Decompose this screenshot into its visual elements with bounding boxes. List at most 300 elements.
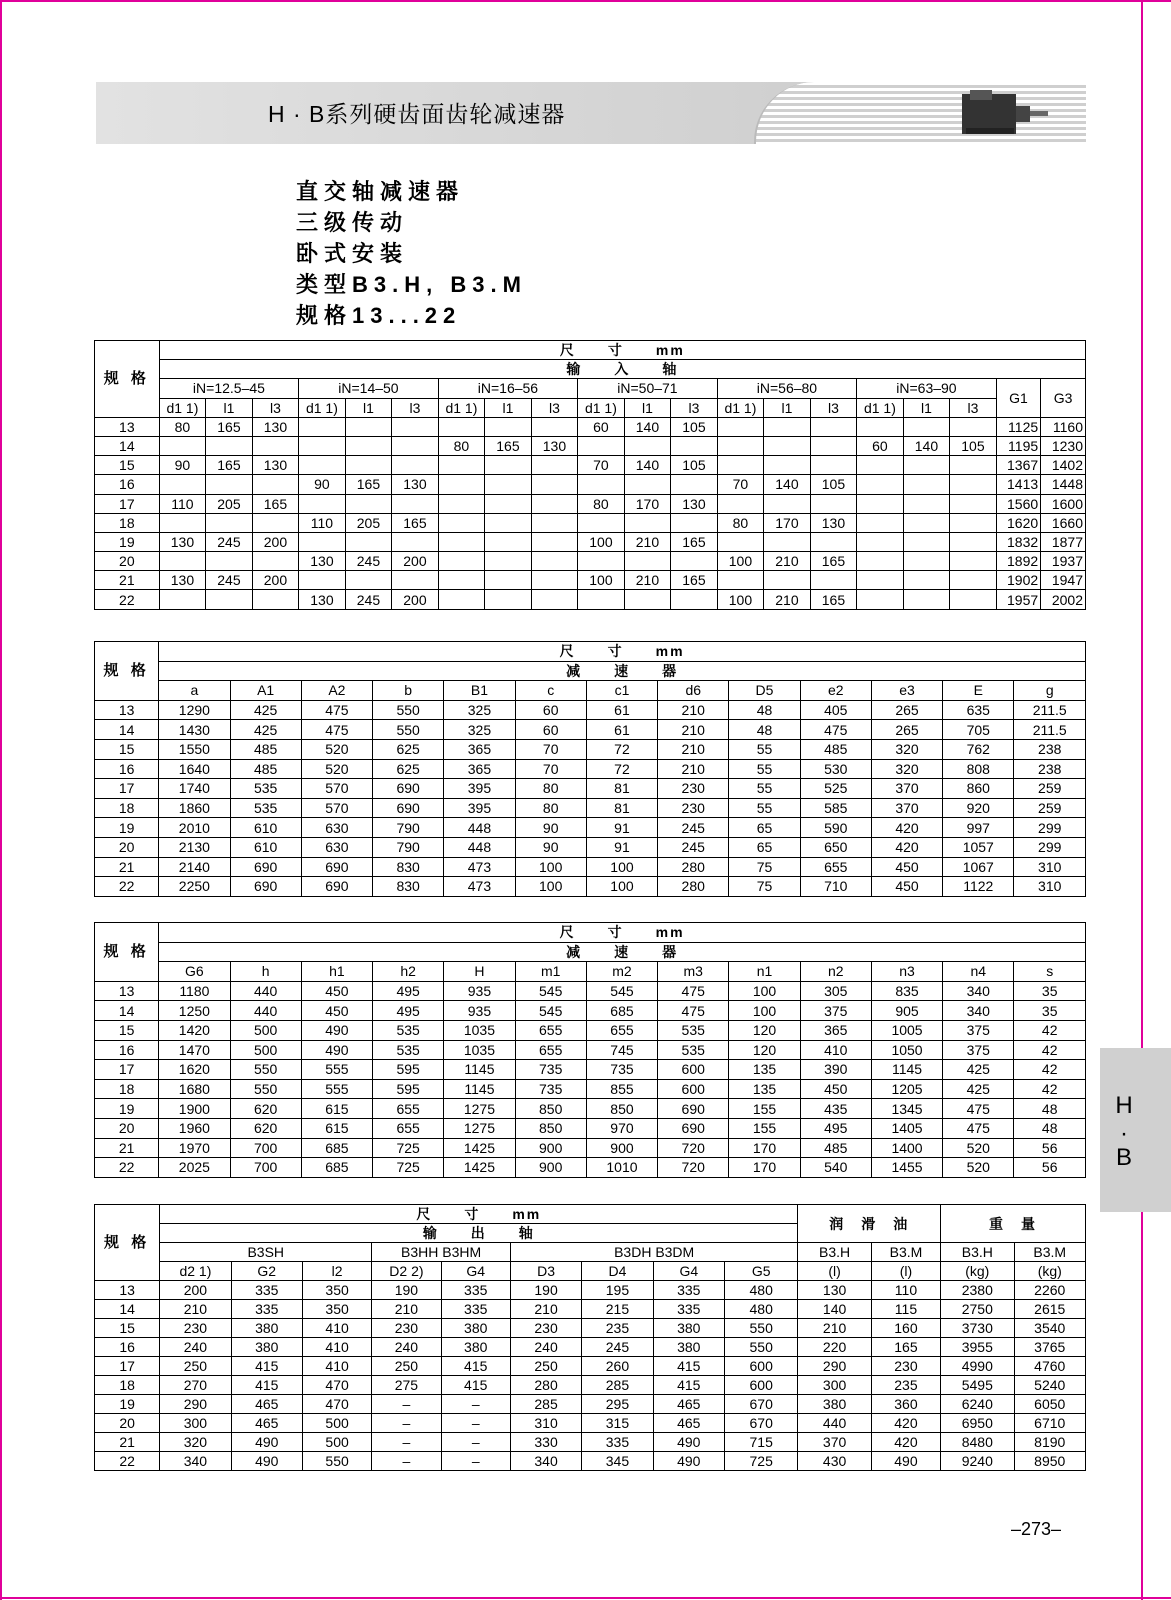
table-cell: 420 [871, 1414, 940, 1433]
table-cell [950, 552, 997, 571]
table-cell: 480 [724, 1300, 797, 1319]
column-header: G4 [441, 1262, 510, 1281]
spec-header: 规 格 [95, 923, 159, 982]
table-cell: 110 [871, 1281, 940, 1300]
column-header: a [159, 681, 230, 701]
table-cell: 165 [206, 417, 253, 436]
table-cell: 615 [301, 1118, 372, 1138]
column-header: H [444, 962, 515, 982]
gear-reducer-icon [956, 88, 1052, 138]
spec-cell: 21 [95, 1138, 159, 1158]
table-row [95, 779, 1086, 799]
table-cell: 265 [871, 700, 942, 720]
table-cell [950, 532, 997, 551]
spec-cell: 22 [95, 1158, 159, 1178]
spec-cell: 15 [95, 456, 160, 475]
table-cell [392, 494, 439, 513]
table-cell: 365 [444, 759, 515, 779]
table-cell [903, 552, 950, 571]
table-cell: 325 [444, 720, 515, 740]
table-cell: 211.5 [1014, 720, 1086, 740]
table-cell: 100 [729, 1001, 800, 1021]
table-cell [438, 456, 485, 475]
table-cell: 80 [717, 513, 764, 532]
table-header-row [95, 1205, 1086, 1224]
column-header: A2 [301, 681, 372, 701]
table-cell: 415 [653, 1376, 724, 1395]
spec-cell: 14 [95, 1300, 160, 1319]
table-cell: 370 [798, 1433, 871, 1452]
table-cell: 655 [800, 857, 871, 877]
table-cell: 620 [230, 1118, 301, 1138]
table-cell: 450 [301, 1001, 372, 1021]
table-row [95, 1433, 1086, 1452]
table-cell [485, 494, 532, 513]
type-group-header: B3SH [160, 1243, 372, 1262]
table-cell: 259 [1014, 779, 1086, 799]
table-row [95, 1414, 1086, 1433]
table-cell: 1960 [159, 1118, 230, 1138]
table-cell: 35 [1014, 1001, 1086, 1021]
column-header: E [943, 681, 1014, 701]
table-cell: 490 [301, 1020, 372, 1040]
table-cell: 240 [160, 1338, 231, 1357]
table-cell [950, 571, 997, 590]
table-cell: 155 [729, 1099, 800, 1119]
table-cell: 1413 [996, 475, 1040, 494]
table-cell: 65 [729, 837, 800, 857]
table-cell [857, 456, 904, 475]
table-cell: 485 [230, 759, 301, 779]
spec-cell: 21 [95, 1433, 160, 1452]
table-cell: 900 [515, 1158, 586, 1178]
table-cell: 410 [800, 1040, 871, 1060]
table-cell: 335 [441, 1300, 510, 1319]
table-cell [485, 456, 532, 475]
column-header: b [373, 681, 444, 701]
table-cell: 585 [800, 798, 871, 818]
table-header-row [95, 360, 1086, 379]
table-cell: 230 [372, 1319, 441, 1338]
table-cell: 8190 [1014, 1433, 1086, 1452]
table-cell: 1290 [159, 700, 230, 720]
table-cell: 4760 [1014, 1357, 1086, 1376]
table-cell: 330 [510, 1433, 581, 1452]
table-cell [345, 456, 392, 475]
table-cell: 81 [586, 779, 657, 799]
table-cell: 120 [729, 1020, 800, 1040]
table-cell [578, 475, 625, 494]
ratio-range-header: iN=63–90 [857, 379, 997, 398]
table-cell: 500 [302, 1433, 371, 1452]
spec-cell: 18 [95, 798, 159, 818]
table-cell: 200 [160, 1281, 231, 1300]
table-cell: 2025 [159, 1158, 230, 1178]
table-row [95, 417, 1086, 436]
table-cell: 275 [372, 1376, 441, 1395]
column-header: G2 [231, 1262, 302, 1281]
table-cell: 670 [724, 1414, 797, 1433]
table-cell: 415 [653, 1357, 724, 1376]
table-cell [903, 571, 950, 590]
table-cell: 475 [800, 720, 871, 740]
ratio-range-header: iN=50–71 [578, 379, 718, 398]
table-cell: 90 [299, 475, 346, 494]
table-cell: 56 [1014, 1138, 1086, 1158]
table-cell [671, 552, 718, 571]
table-cell: 2380 [941, 1281, 1014, 1300]
table-cell: 305 [800, 981, 871, 1001]
table-cell: 720 [658, 1138, 729, 1158]
table-cell: 440 [230, 981, 301, 1001]
table-cell: 1448 [1041, 475, 1086, 494]
table-cell [485, 513, 532, 532]
table-cell: 245 [345, 552, 392, 571]
table-cell: 1205 [871, 1079, 942, 1099]
table-row [95, 1020, 1086, 1040]
table-cell: 1160 [1041, 417, 1086, 436]
column-header: c1 [586, 681, 657, 701]
table-cell: 520 [301, 739, 372, 759]
table-row [95, 1338, 1086, 1357]
table-cell: 245 [206, 571, 253, 590]
spec-cell: 14 [95, 436, 160, 455]
table-cell: 2002 [1041, 590, 1086, 609]
table-cell: – [372, 1452, 441, 1471]
table-cell [345, 436, 392, 455]
table-cell [159, 590, 206, 609]
column-header: B3.M [1014, 1243, 1086, 1262]
spec-cell: 22 [95, 1452, 160, 1471]
spec-cell: 17 [95, 779, 159, 799]
table-cell: 205 [345, 513, 392, 532]
table-cell: 238 [1014, 759, 1086, 779]
table-cell: 390 [800, 1060, 871, 1080]
table-cell: 130 [810, 513, 857, 532]
table-cell: 285 [510, 1395, 581, 1414]
table-cell [345, 532, 392, 551]
table-cell: 130 [159, 571, 206, 590]
column-header: n4 [943, 962, 1014, 982]
column-header: l1 [624, 398, 671, 417]
table-cell [764, 494, 811, 513]
table-cell: 720 [658, 1158, 729, 1178]
table-cell: 100 [717, 552, 764, 571]
table-cell: 490 [653, 1433, 724, 1452]
table-cell: 420 [871, 1433, 940, 1452]
table-header-row [95, 661, 1086, 681]
table-cell: 200 [392, 590, 439, 609]
table-cell: 555 [301, 1060, 372, 1080]
table-cell: 450 [871, 877, 942, 897]
column-header: h2 [373, 962, 444, 982]
table-cell: 91 [586, 837, 657, 857]
table-cell: – [372, 1414, 441, 1433]
table-cell: 550 [724, 1338, 797, 1357]
column-header: n2 [800, 962, 871, 982]
table-cell [857, 475, 904, 494]
table-cell: 235 [582, 1319, 653, 1338]
table-cell: 240 [510, 1338, 581, 1357]
table-cell: 500 [230, 1020, 301, 1040]
page-border-bottom [0, 1597, 1171, 1599]
table-header-row [95, 1262, 1086, 1281]
table-cell [810, 494, 857, 513]
table-cell: 165 [810, 552, 857, 571]
table-cell [345, 417, 392, 436]
table-header-row [95, 398, 1086, 417]
spec-cell: 19 [95, 532, 160, 551]
table-cell [438, 494, 485, 513]
table-cell: 535 [230, 798, 301, 818]
table-cell: 165 [392, 513, 439, 532]
table-cell: 448 [444, 818, 515, 838]
table-cell: 80 [159, 417, 206, 436]
table-cell [578, 590, 625, 609]
dimension-header: 尺 寸 mm [160, 1205, 798, 1224]
spec-cell: 22 [95, 590, 160, 609]
table-cell: 81 [586, 798, 657, 818]
table-cell: 8950 [1014, 1452, 1086, 1471]
table-row [95, 877, 1086, 897]
table-cell: 42 [1014, 1020, 1086, 1040]
spec-cell: 18 [95, 513, 160, 532]
table-cell [903, 513, 950, 532]
table-cell: 725 [373, 1138, 444, 1158]
table-cell: 540 [800, 1158, 871, 1178]
table-cell [392, 417, 439, 436]
table-cell: 655 [373, 1118, 444, 1138]
table-cell: 655 [586, 1020, 657, 1040]
table-cell: 1035 [444, 1040, 515, 1060]
table-cell: 200 [252, 532, 299, 551]
table-cell: 615 [301, 1099, 372, 1119]
table-cell: 545 [586, 981, 657, 1001]
table-cell: 1250 [159, 1001, 230, 1021]
table-row [95, 552, 1086, 571]
spec-cell: 15 [95, 1319, 160, 1338]
column-header: l1 [764, 398, 811, 417]
table-row [95, 1357, 1086, 1376]
table-cell: 790 [373, 837, 444, 857]
table-cell [578, 552, 625, 571]
table-cell: 500 [230, 1040, 301, 1060]
table-cell: 475 [943, 1099, 1014, 1119]
column-header: h1 [301, 962, 372, 982]
group-header: 减 速 器 [159, 661, 1086, 681]
table-cell: 290 [798, 1357, 871, 1376]
table-cell [438, 590, 485, 609]
column-header: G6 [159, 962, 230, 982]
table-cell: 535 [373, 1020, 444, 1040]
table-cell: 595 [373, 1079, 444, 1099]
table-cell: 91 [586, 818, 657, 838]
table-cell: 690 [230, 857, 301, 877]
table-cell: 685 [301, 1138, 372, 1158]
table-cell: 210 [658, 739, 729, 759]
spec-header: 规 格 [95, 642, 159, 701]
table-cell: 1050 [871, 1040, 942, 1060]
table-cell: 420 [871, 818, 942, 838]
table-cell [624, 475, 671, 494]
table-cell: 270 [160, 1376, 231, 1395]
table-cell [578, 436, 625, 455]
table-cell: 35 [1014, 981, 1086, 1001]
table-cell: 1122 [943, 877, 1014, 897]
table-cell [717, 532, 764, 551]
table-row [95, 1158, 1086, 1178]
table-cell: 245 [582, 1338, 653, 1357]
spec-cell: 19 [95, 818, 159, 838]
table-cell: 850 [515, 1099, 586, 1119]
table-cell: 465 [653, 1414, 724, 1433]
table-cell: 230 [160, 1319, 231, 1338]
table-cell: 48 [729, 720, 800, 740]
table-cell: 1425 [444, 1138, 515, 1158]
table-cell: 3955 [941, 1338, 1014, 1357]
table-cell: 600 [658, 1079, 729, 1099]
table-cell: 490 [231, 1452, 302, 1471]
table-cell: 500 [302, 1414, 371, 1433]
table-cell [299, 532, 346, 551]
table-cell [438, 571, 485, 590]
table-cell: 685 [301, 1158, 372, 1178]
dimension-header: 尺 寸 mm [159, 341, 1085, 360]
dimension-header: 尺 寸 mm [159, 923, 1086, 943]
table-cell [950, 475, 997, 494]
table-cell: 380 [441, 1319, 510, 1338]
table-cell: 55 [729, 798, 800, 818]
table-cell [857, 571, 904, 590]
table-cell: 340 [510, 1452, 581, 1471]
table-cell: 570 [301, 798, 372, 818]
table-cell: 520 [943, 1158, 1014, 1178]
spec-cell: 15 [95, 1020, 159, 1040]
table-cell: 545 [515, 981, 586, 1001]
table-cell: 905 [871, 1001, 942, 1021]
table-cell: 425 [943, 1060, 1014, 1080]
column-header: d6 [658, 681, 729, 701]
column-header: l3 [252, 398, 299, 417]
spec-cell: 21 [95, 857, 159, 877]
table-cell [717, 456, 764, 475]
table-cell [438, 513, 485, 532]
subtitle-line: 卧式安装 [296, 241, 409, 266]
table-cell [252, 590, 299, 609]
table-cell: 480 [724, 1281, 797, 1300]
table-cell [717, 571, 764, 590]
table-cell: 100 [586, 877, 657, 897]
table-cell: – [372, 1395, 441, 1414]
table-cell: 195 [582, 1281, 653, 1300]
table-row [95, 513, 1086, 532]
table-cell [206, 475, 253, 494]
table-cell: 735 [515, 1079, 586, 1099]
ratio-range-header: iN=56–80 [717, 379, 857, 398]
table-cell: 130 [531, 436, 578, 455]
page-number: –273– [1011, 1519, 1062, 1539]
table-cell: 300 [160, 1414, 231, 1433]
table-cell [485, 571, 532, 590]
column-header: d1 1) [717, 398, 764, 417]
type-group-header: B3DH B3DM [510, 1243, 798, 1262]
table-cell: 42 [1014, 1079, 1086, 1099]
subtitle-line: 三级传动 [296, 210, 409, 235]
spec-cell: 17 [95, 1060, 159, 1080]
table-cell: 555 [301, 1079, 372, 1099]
table-cell: 690 [658, 1118, 729, 1138]
table-cell: 690 [230, 877, 301, 897]
table-cell: 1900 [159, 1099, 230, 1119]
table-cell: 165 [671, 532, 718, 551]
table-cell [578, 513, 625, 532]
table-cell [950, 494, 997, 513]
column-header: l3 [531, 398, 578, 417]
table-cell: 850 [515, 1118, 586, 1138]
table-cell [531, 590, 578, 609]
table-cell: 340 [160, 1452, 231, 1471]
table-cell [206, 436, 253, 455]
table-cell: 550 [373, 720, 444, 740]
table-cell: 365 [444, 739, 515, 759]
table-cell: 1892 [996, 552, 1040, 571]
subtitle-line: 规格13...22 [296, 303, 462, 328]
table-cell: 285 [582, 1376, 653, 1395]
table-cell: 535 [230, 779, 301, 799]
spec-cell: 18 [95, 1376, 160, 1395]
table-cell: 725 [724, 1452, 797, 1471]
table-cell: – [372, 1433, 441, 1452]
table-cell: 140 [624, 456, 671, 475]
table-cell: 350 [302, 1281, 371, 1300]
table-cell: 725 [373, 1158, 444, 1178]
table-cell [624, 590, 671, 609]
table-cell [671, 590, 718, 609]
input-shaft-table [94, 340, 1086, 610]
table-cell: 710 [800, 877, 871, 897]
table-cell [857, 513, 904, 532]
table-cell: 1877 [1041, 532, 1086, 551]
table-cell: 545 [515, 1001, 586, 1021]
header-band [96, 82, 1086, 144]
table-cell: 170 [729, 1138, 800, 1158]
table-cell [206, 513, 253, 532]
table-cell: 9240 [941, 1452, 1014, 1471]
page-title: H · B系列硬齿面齿轮减速器 [268, 101, 566, 127]
table-cell [531, 475, 578, 494]
table-cell: 75 [729, 857, 800, 877]
type-group-header: B3HH B3HM [372, 1243, 511, 1262]
table-cell: 210 [764, 590, 811, 609]
table-row [95, 1395, 1086, 1414]
table-cell: 130 [798, 1281, 871, 1300]
column-header: d1 1) [159, 398, 206, 417]
table-cell: 100 [586, 857, 657, 877]
table-cell: 830 [373, 877, 444, 897]
table-cell: 245 [658, 818, 729, 838]
column-header: G5 [724, 1262, 797, 1281]
table-row [95, 759, 1086, 779]
table-cell: 935 [444, 1001, 515, 1021]
table-row [95, 590, 1086, 609]
table-cell: 110 [299, 513, 346, 532]
table-cell: 600 [658, 1060, 729, 1080]
spec-cell: 16 [95, 759, 159, 779]
table-cell: 380 [231, 1319, 302, 1338]
column-header: m1 [515, 962, 586, 982]
table-cell: 1680 [159, 1079, 230, 1099]
unit-header: (kg) [941, 1262, 1014, 1281]
